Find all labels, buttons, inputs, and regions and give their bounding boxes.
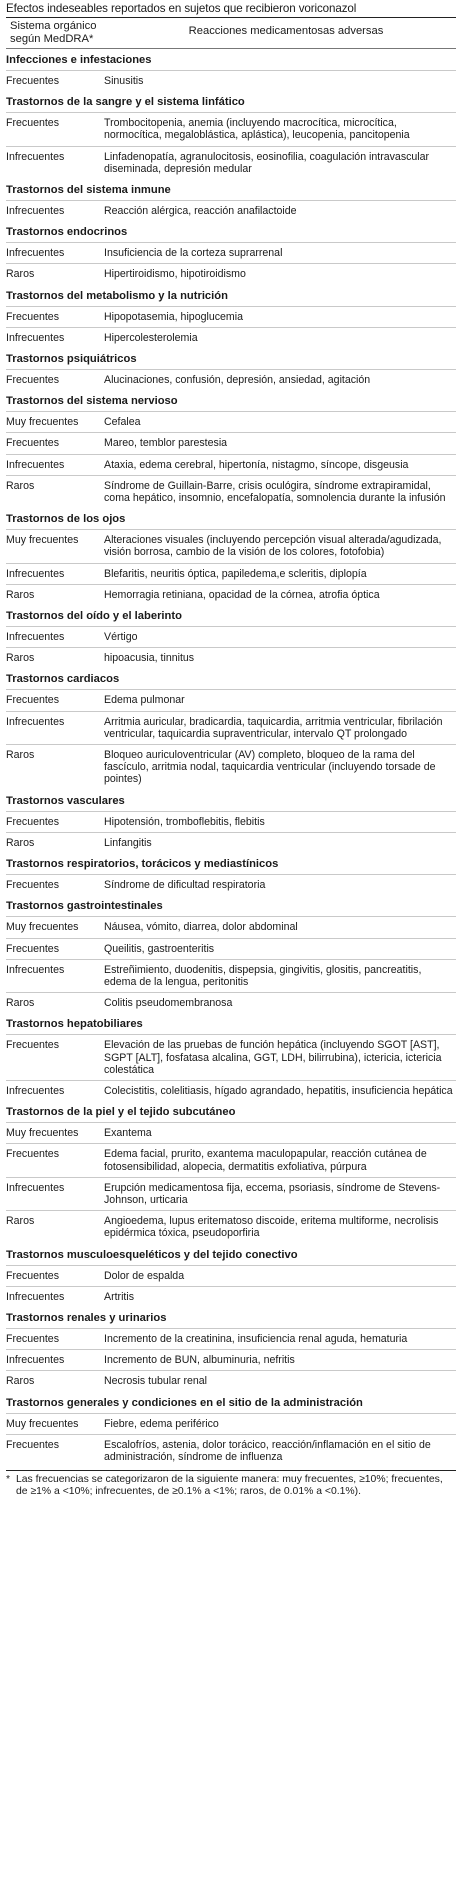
frequency-cell: Frecuentes: [6, 1332, 59, 1345]
frequency-cell: Raros: [6, 836, 35, 849]
reaction-cell: Elevación de las pruebas de función hepática (incluyendo SGOT [AST], SGPT [ALT], fosfatasa alcalina, GGT, LDH, bilirrubina), ictericia, ictericia colestática: [104, 1039, 442, 1076]
table-row: [6, 563, 456, 584]
reaction-cell: Sinusitis: [104, 75, 144, 87]
reaction-cell: Arritmia auricular, bradicardia, taquicardia, arritmia ventricular, fibrilación ventricular, taquicardia supraventricular, intervalo QT prolongado: [104, 715, 443, 740]
section-heading: Trastornos cardiacos: [6, 673, 120, 686]
section-heading: Trastornos renales y urinarios: [6, 1311, 167, 1324]
frequency-cell: Frecuentes: [6, 1269, 59, 1282]
reaction-cell: Bloqueo auriculoventricular (AV) completo, bloqueo de la rama del fascículo, arritmia nodal, taquicardia ventricular (incluyendo torsade de pointes): [104, 749, 436, 786]
table-row: [6, 1349, 456, 1370]
table-row: [6, 1177, 456, 1210]
table-row: [6, 306, 456, 327]
table-row: [6, 959, 456, 992]
frequency-cell: Frecuentes: [6, 117, 59, 130]
reaction-cell: Síndrome de Guillain-Barre, crisis oculógira, síndrome extrapiramidal, coma hepático, insomnio, encefalopatía, somnolencia durante la infusión: [104, 479, 446, 505]
reaction-cell: Vértigo: [104, 631, 138, 644]
table-row: [6, 992, 456, 1013]
frequency-cell: Muy frecuentes: [6, 416, 79, 429]
reaction-cell: Dolor de espalda: [104, 1269, 185, 1282]
frequency-cell: Raros: [6, 997, 35, 1010]
frequency-cell: Muy frecuentes: [6, 1127, 79, 1140]
reaction-cell: Colecistitis, colelitiasis, hígado agrandado, hepatitis, insuficiencia hepática: [104, 1084, 453, 1097]
reaction-cell: Reacción alérgica, reacción anafilactoide: [104, 205, 297, 218]
table-row: [6, 711, 456, 744]
reaction-cell: Necrosis tubular renal: [104, 1375, 208, 1388]
frequency-cell: Frecuentes: [6, 1438, 59, 1451]
reaction-cell: Angioedema, lupus eritematoso discoide, eritema multiforme, necrolisis epidérmica tóxica, pseudoporfiria: [104, 1215, 439, 1240]
reaction-cell: Colitis pseudomembranosa: [104, 997, 233, 1010]
table-row: [6, 744, 456, 790]
frequency-cell: Frecuentes: [6, 374, 59, 387]
table-row: [6, 647, 456, 668]
reaction-cell: Alucinaciones, confusión, depresión, ansiedad, agitación: [104, 374, 371, 387]
table-row: [6, 327, 456, 348]
table-row: [6, 1413, 456, 1434]
frequency-cell: Frecuentes: [6, 879, 59, 892]
frequency-cell: Raros: [6, 1375, 35, 1388]
frequency-cell: Raros: [6, 588, 35, 601]
footnote-mark: *: [6, 1474, 11, 1486]
table-row: [6, 1286, 456, 1307]
section-heading: Trastornos del metabolismo y la nutrición: [6, 289, 228, 302]
table-row: [6, 1143, 456, 1176]
frequency-cell: Muy frecuentes: [6, 534, 79, 547]
reaction-cell: Insuficiencia de la corteza suprarrenal: [104, 247, 283, 260]
section-heading: Trastornos de los ojos: [6, 513, 126, 526]
table-title: Efectos indeseables reportados en sujetos que recibieron voriconazol: [6, 2, 357, 15]
column-header-reactions: Reacciones medicamentosas adversas: [188, 25, 384, 37]
table-row: [6, 938, 456, 959]
reaction-cell: Incremento de la creatinina, insuficiencia renal aguda, hematuria: [104, 1332, 408, 1345]
reaction-cell: Artritis: [104, 1290, 135, 1303]
column-header-organ-system: Sistema orgánico según MedDRA*: [10, 20, 97, 45]
reaction-cell: Blefaritis, neuritis óptica, papiledema,e scleritis, diplopía: [104, 567, 367, 580]
table-row: [6, 1370, 456, 1391]
table-row: [6, 1328, 456, 1349]
reaction-cell: hipoacusia, tinnitus: [104, 652, 195, 665]
table-row: [6, 832, 456, 853]
table-row: [6, 263, 456, 284]
frequency-cell: Frecuentes: [6, 942, 59, 955]
table-row: [6, 1265, 456, 1286]
column-header-row: [6, 18, 456, 48]
section-heading: Infecciones e infestaciones: [6, 54, 152, 66]
frequency-cell: Infrecuentes: [6, 150, 65, 163]
frequency-cell: Infrecuentes: [6, 1290, 65, 1303]
section-heading: Trastornos de la piel y el tejido subcutáneo: [6, 1106, 236, 1119]
table-row: [6, 1434, 456, 1467]
frequency-cell: Infrecuentes: [6, 567, 65, 580]
reaction-cell: Hipotensión, tromboflebitis, flebitis: [104, 815, 265, 828]
frequency-cell: Muy frecuentes: [6, 921, 79, 934]
section-heading: Trastornos hepatobiliares: [6, 1018, 143, 1031]
adverse-effects-table: [0, 2, 462, 1498]
section-heading: Trastornos vasculares: [6, 794, 125, 807]
frequency-cell: Infrecuentes: [6, 715, 65, 728]
table-row: [6, 874, 456, 895]
frequency-cell: Raros: [6, 268, 35, 281]
frequency-cell: Frecuentes: [6, 75, 59, 87]
frequency-cell: Infrecuentes: [6, 631, 65, 644]
reaction-cell: Fiebre, edema periférico: [104, 1417, 219, 1430]
section-heading: Trastornos del sistema nervioso: [6, 395, 178, 408]
reaction-cell: Náusea, vómito, diarrea, dolor abdominal: [104, 921, 298, 934]
reaction-cell: Hipopotasemia, hipoglucemia: [104, 310, 243, 323]
table-row: [6, 689, 456, 710]
frequency-cell: Infrecuentes: [6, 331, 65, 344]
frequency-cell: Raros: [6, 1215, 35, 1228]
table-row: [6, 112, 456, 145]
reaction-cell: Erupción medicamentosa fija, eccema, psoriasis, síndrome de Stevens-Johnson, urticaria: [104, 1181, 441, 1206]
table-row: [6, 454, 456, 475]
frequency-cell: Infrecuentes: [6, 458, 65, 471]
table-row: [6, 916, 456, 937]
frequency-cell: Frecuentes: [6, 1039, 59, 1052]
reaction-cell: Incremento de BUN, albuminuria, nefritis: [104, 1354, 295, 1367]
frequency-cell: Infrecuentes: [6, 963, 65, 976]
section-heading: Trastornos gastrointestinales: [6, 900, 163, 913]
table-row: [6, 811, 456, 832]
reaction-cell: Síndrome de dificultad respiratoria: [104, 879, 266, 892]
reaction-cell: Linfadenopatía, agranulocitosis, eosinofilia, coagulación intravascular diseminada, depresión medular: [104, 150, 430, 175]
table-row: [6, 411, 456, 432]
reaction-cell: Escalofríos, astenia, dolor torácico, reacción/inflamación en el sitio de administración, síndrome de influenza: [104, 1438, 431, 1463]
frequency-cell: Infrecuentes: [6, 247, 65, 260]
table-row: [6, 146, 456, 179]
footnote-text: Las frecuencias se categorizaron de la siguiente manera: muy frecuentes, ≥10%; frecuentes, de ≥1% a <10%; infrecuentes, de ≥0.1% a <1%; raros, de 0.01% a <0.1%).: [16, 1474, 443, 1498]
table-row: [6, 529, 456, 562]
reaction-cell: Queilitis, gastroenteritis: [104, 942, 215, 955]
reaction-cell: Hipercolesterolemia: [104, 331, 198, 344]
section-heading: Trastornos musculoesqueléticos y del tejido conectivo: [6, 1248, 298, 1261]
table-row: [6, 626, 456, 647]
table-row: [6, 1034, 456, 1080]
reaction-cell: Ataxia, edema cerebral, hipertonía, nistagmo, síncope, disgeusia: [104, 458, 409, 471]
reaction-cell: Exantema: [104, 1127, 152, 1140]
table-row: [6, 584, 456, 605]
table-row: [6, 1122, 456, 1143]
frequency-cell: Infrecuentes: [6, 205, 65, 218]
frequency-cell: Raros: [6, 652, 35, 665]
table-row: [6, 242, 456, 263]
reaction-cell: Edema facial, prurito, exantema maculopapular, reacción cutánea de fotosensibilidad, alopecia, dermatitis exfoliativa, púrpura: [104, 1148, 427, 1173]
table-row: [6, 1210, 456, 1243]
section-heading: Trastornos del oído y el laberinto: [6, 610, 182, 623]
section-heading: Trastornos respiratorios, torácicos y mediastínicos: [6, 858, 279, 871]
frequency-cell: Raros: [6, 479, 35, 492]
reaction-cell: Trombocitopenia, anemia (incluyendo macrocítica, microcítica, normocítica, megaloblástica, aplástica), leucopenia, pancitopenia: [104, 117, 410, 142]
reaction-cell: Cefalea: [104, 416, 141, 429]
table-row: [6, 369, 456, 390]
reaction-cell: Hemorragia retiniana, opacidad de la córnea, atrofia óptica: [104, 588, 380, 601]
reaction-cell: Linfangitis: [104, 836, 152, 849]
footnote: [6, 1471, 456, 1498]
frequency-cell: Frecuentes: [6, 694, 59, 707]
section-heading: Trastornos psiquiátricos: [6, 353, 137, 366]
frequency-cell: Infrecuentes: [6, 1181, 65, 1194]
frequency-cell: Infrecuentes: [6, 1084, 65, 1097]
table-body: [6, 49, 456, 1467]
frequency-cell: Frecuentes: [6, 1148, 59, 1161]
reaction-cell: Estreñimiento, duodenitis, dispepsia, gingivitis, glositis, pancreatitis, edema de la lengua, peritonitis: [104, 963, 422, 988]
table-row: [6, 70, 456, 91]
section-heading: Trastornos del sistema inmune: [6, 184, 171, 197]
reaction-cell: Hipertiroidismo, hipotiroidismo: [104, 268, 246, 281]
frequency-cell: Infrecuentes: [6, 1354, 65, 1367]
frequency-cell: Muy frecuentes: [6, 1417, 79, 1430]
frequency-cell: Frecuentes: [6, 815, 59, 828]
section-heading: Trastornos generales y condiciones en el sitio de la administración: [6, 1396, 363, 1409]
table-row: [6, 432, 456, 453]
table-row: [6, 200, 456, 221]
reaction-cell: Mareo, temblor parestesia: [104, 437, 228, 450]
section-heading: Trastornos endocrinos: [6, 226, 128, 239]
reaction-cell: Edema pulmonar: [104, 694, 185, 707]
frequency-cell: Frecuentes: [6, 437, 59, 450]
frequency-cell: Raros: [6, 749, 35, 762]
table-row: [6, 1080, 456, 1101]
frequency-cell: Frecuentes: [6, 310, 59, 323]
section-heading: Trastornos de la sangre y el sistema linfático: [6, 96, 245, 109]
table-row: [6, 475, 456, 508]
reaction-cell: Alteraciones visuales (incluyendo percepción visual alterada/agudizada, visión borrosa, cambio de la visión de los colores, fotofobia): [104, 534, 442, 559]
